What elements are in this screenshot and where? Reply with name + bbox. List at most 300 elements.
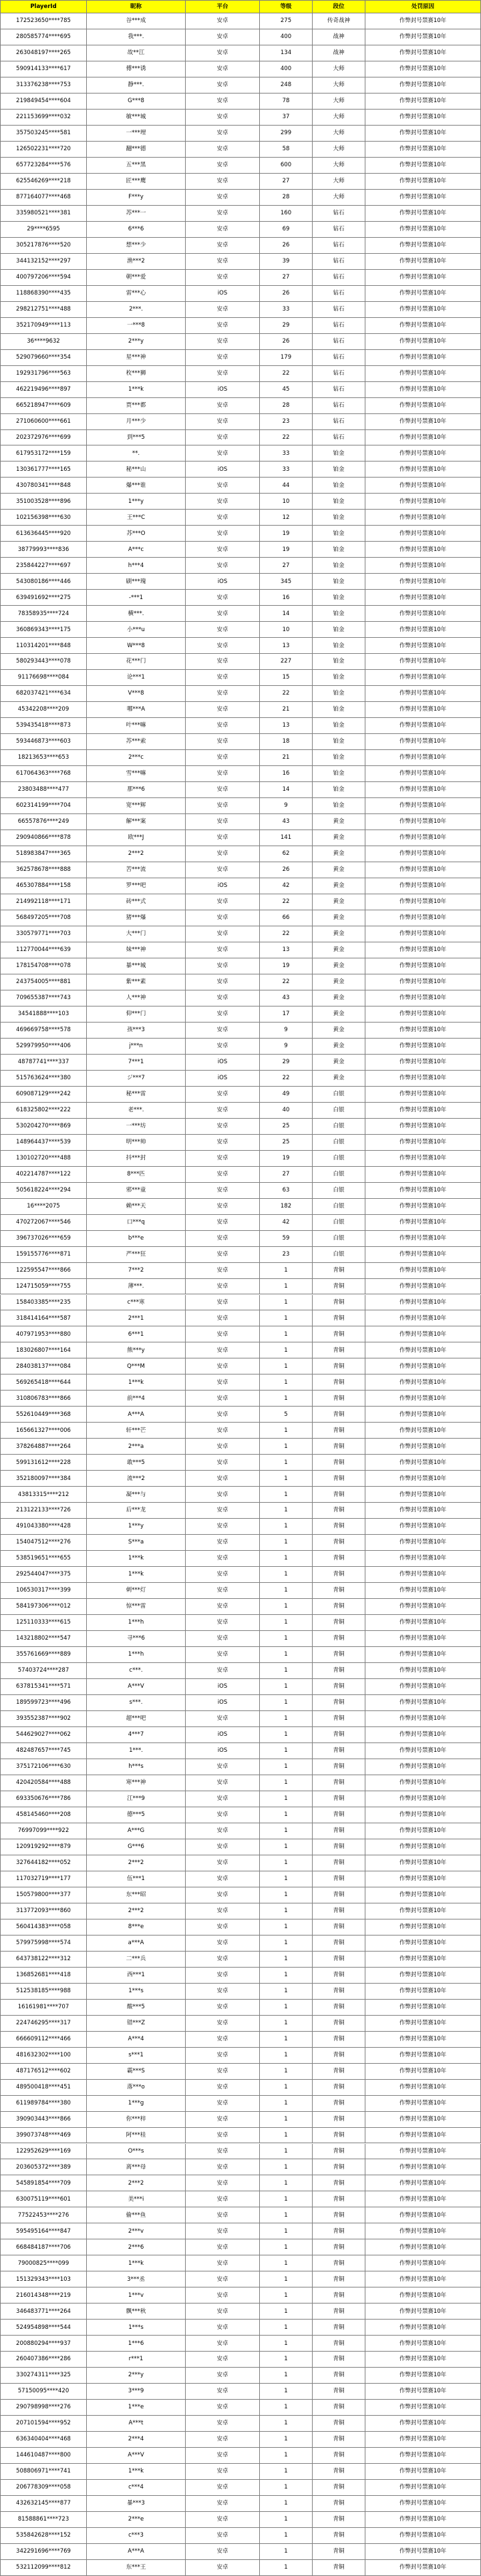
table-row bbox=[0, 1215, 481, 1231]
reason-cell: 作弊封号禁赛10年 bbox=[365, 1855, 481, 1871]
reason-cell: 作弊封号禁赛10年 bbox=[365, 558, 481, 574]
level-cell: 22 bbox=[260, 894, 313, 910]
nickname-cell: 苏***一 bbox=[87, 206, 186, 222]
nickname-cell: 1***k bbox=[87, 1374, 186, 1391]
table-row bbox=[0, 1952, 481, 1968]
table-row bbox=[0, 2159, 481, 2175]
level-cell: 1 bbox=[260, 1471, 313, 1487]
level-cell: 19 bbox=[260, 526, 313, 542]
platform-cell: 安卓 bbox=[186, 1583, 260, 1599]
platform-cell: 安卓 bbox=[186, 910, 260, 926]
level-cell: 1 bbox=[260, 1919, 313, 1936]
reason-cell: 作弊封号禁赛10年 bbox=[365, 1567, 481, 1583]
rank-cell: 大师 bbox=[313, 77, 365, 94]
player-id-cell: 298212751****488 bbox=[0, 302, 87, 318]
nickname-cell: c***3 bbox=[87, 2528, 186, 2544]
platform-cell: 安卓 bbox=[186, 494, 260, 510]
player-id-cell: 668484187****706 bbox=[0, 2239, 87, 2255]
rank-cell: 青铜 bbox=[313, 1727, 365, 1743]
rank-cell: 青铜 bbox=[313, 2144, 365, 2160]
platform-cell: 安卓 bbox=[186, 1342, 260, 1358]
player-id-cell: 636340404****468 bbox=[0, 2432, 87, 2448]
reason-cell: 作弊封号禁赛10年 bbox=[365, 2191, 481, 2207]
table-row bbox=[0, 1807, 481, 1823]
reason-cell: 作弊封号禁赛10年 bbox=[365, 45, 481, 61]
table-row bbox=[0, 126, 481, 142]
table-row bbox=[0, 1471, 481, 1487]
platform-cell: 安卓 bbox=[186, 718, 260, 734]
rank-cell: 青铜 bbox=[313, 2336, 365, 2352]
rank-cell: 青铜 bbox=[313, 2000, 365, 2016]
level-cell: 1 bbox=[260, 1711, 313, 1727]
table-row bbox=[0, 1887, 481, 1903]
reason-cell: 作弊封号禁赛10年 bbox=[365, 910, 481, 926]
rank-cell: 钻石 bbox=[313, 366, 365, 382]
level-cell: 23 bbox=[260, 1247, 313, 1263]
player-id-cell: 45342208****209 bbox=[0, 702, 87, 718]
rank-cell: 大师 bbox=[313, 158, 365, 174]
rank-cell: 青铜 bbox=[313, 1583, 365, 1599]
table-row bbox=[0, 782, 481, 798]
player-id-cell: 77522453****276 bbox=[0, 2207, 87, 2223]
rank-cell: 青铜 bbox=[313, 2400, 365, 2416]
platform-cell: iOS bbox=[186, 878, 260, 894]
table-header-row bbox=[0, 0, 481, 13]
nickname-cell: 8***e bbox=[87, 1919, 186, 1936]
rank-cell: 青铜 bbox=[313, 1439, 365, 1455]
player-id-cell: 126502231****720 bbox=[0, 142, 87, 158]
nickname-cell: 超***吧 bbox=[87, 1711, 186, 1727]
platform-cell: 安卓 bbox=[186, 1952, 260, 1968]
rank-cell: 青铜 bbox=[313, 2239, 365, 2255]
nickname-cell: 2***y bbox=[87, 2368, 186, 2384]
rank-cell: 青铜 bbox=[313, 1358, 365, 1374]
level-cell: 1 bbox=[260, 1807, 313, 1823]
table-row bbox=[0, 2432, 481, 2448]
table-row bbox=[0, 958, 481, 974]
platform-cell: 安卓 bbox=[186, 1519, 260, 1535]
table-row bbox=[0, 878, 481, 894]
level-cell: 62 bbox=[260, 846, 313, 862]
platform-cell: 安卓 bbox=[186, 1215, 260, 1231]
table-row bbox=[0, 638, 481, 654]
player-id-cell: 579975998****574 bbox=[0, 1936, 87, 1952]
table-row bbox=[0, 1791, 481, 1807]
reason-cell: 作弊封号禁赛10年 bbox=[365, 1055, 481, 1071]
rank-cell: 白银 bbox=[313, 1231, 365, 1247]
table-row bbox=[0, 2384, 481, 2400]
platform-cell: 安卓 bbox=[186, 1439, 260, 1455]
platform-cell: 安卓 bbox=[186, 190, 260, 206]
reason-cell: 作弊封号禁赛10年 bbox=[365, 1663, 481, 1679]
player-id-cell: 665218947****609 bbox=[0, 398, 87, 414]
nickname-cell: 哪***A bbox=[87, 702, 186, 718]
reason-cell: 作弊封号禁赛10年 bbox=[365, 1279, 481, 1295]
player-id-cell: 430780341****848 bbox=[0, 478, 87, 494]
player-id-cell: 390903443****866 bbox=[0, 2112, 87, 2128]
platform-cell: 安卓 bbox=[186, 1407, 260, 1423]
nickname-cell: 落***o bbox=[87, 2080, 186, 2096]
nickname-cell: 飘***秋 bbox=[87, 2304, 186, 2320]
nickname-cell: 一***8 bbox=[87, 318, 186, 334]
player-id-cell: 290940866****878 bbox=[0, 830, 87, 846]
platform-cell: 安卓 bbox=[186, 1039, 260, 1055]
player-id-cell: 518983847****365 bbox=[0, 846, 87, 862]
nickname-cell: 轩***芒 bbox=[87, 1423, 186, 1439]
platform-cell: 安卓 bbox=[186, 2287, 260, 2304]
rank-cell: 青铜 bbox=[313, 1471, 365, 1487]
table-row bbox=[0, 1871, 481, 1887]
table-row bbox=[0, 750, 481, 766]
level-cell: 14 bbox=[260, 782, 313, 798]
level-cell: 1 bbox=[260, 2096, 313, 2112]
platform-cell: 安卓 bbox=[186, 430, 260, 446]
level-cell: 43 bbox=[260, 990, 313, 1006]
rank-cell: 大师 bbox=[313, 126, 365, 142]
table-row bbox=[0, 1295, 481, 1311]
nickname-cell: 苏***O bbox=[87, 526, 186, 542]
reason-cell: 作弊封号禁赛10年 bbox=[365, 1199, 481, 1215]
rank-cell: 青铜 bbox=[313, 1839, 365, 1855]
level-cell: 19 bbox=[260, 958, 313, 974]
reason-cell: 作弊封号禁赛10年 bbox=[365, 1023, 481, 1039]
rank-cell: 青铜 bbox=[313, 1326, 365, 1342]
platform-cell: 安卓 bbox=[186, 2191, 260, 2207]
nickname-cell: 凝***与 bbox=[87, 1487, 186, 1503]
platform-cell: 安卓 bbox=[186, 686, 260, 702]
table-row bbox=[0, 238, 481, 254]
player-id-cell: 344132152****297 bbox=[0, 254, 87, 270]
player-id-cell: 420420584****488 bbox=[0, 1775, 87, 1791]
platform-cell: 安卓 bbox=[186, 238, 260, 254]
player-id-cell: 125110333****615 bbox=[0, 1615, 87, 1631]
level-cell: 160 bbox=[260, 206, 313, 222]
table-row bbox=[0, 2128, 481, 2144]
reason-cell: 作弊封号禁赛10年 bbox=[365, 1183, 481, 1199]
level-cell: 1 bbox=[260, 1823, 313, 1839]
table-row bbox=[0, 2496, 481, 2512]
reason-cell: 作弊封号禁赛10年 bbox=[365, 1151, 481, 1167]
player-id-cell: 136852681****418 bbox=[0, 1968, 87, 1984]
rank-cell: 钻石 bbox=[313, 350, 365, 366]
rank-cell: 青铜 bbox=[313, 2271, 365, 2287]
reason-cell: 作弊封号禁赛10年 bbox=[365, 1968, 481, 1984]
rank-cell: 青铜 bbox=[313, 2223, 365, 2239]
level-cell: 1 bbox=[260, 1695, 313, 1711]
player-id-cell: 263048197****265 bbox=[0, 45, 87, 61]
player-id-cell: 120919292****879 bbox=[0, 1839, 87, 1855]
level-cell: 69 bbox=[260, 222, 313, 238]
player-id-cell: 400797206****594 bbox=[0, 270, 87, 286]
platform-cell: 安卓 bbox=[186, 77, 260, 94]
table-row bbox=[0, 542, 481, 558]
level-cell: 27 bbox=[260, 270, 313, 286]
nickname-cell: 1***g bbox=[87, 2096, 186, 2112]
platform-cell: 安卓 bbox=[186, 2528, 260, 2544]
reason-cell: 作弊封号禁赛10年 bbox=[365, 126, 481, 142]
nickname-cell: 人***神 bbox=[87, 990, 186, 1006]
player-id-cell: 112770044****639 bbox=[0, 942, 87, 958]
table-row bbox=[0, 174, 481, 190]
player-id-cell: 144610487****800 bbox=[0, 2448, 87, 2464]
reason-cell: 作弊封号禁赛10年 bbox=[365, 2175, 481, 2191]
level-cell: 1 bbox=[260, 2368, 313, 2384]
table-row bbox=[0, 1135, 481, 1151]
rank-cell: 青铜 bbox=[313, 1535, 365, 1551]
table-row bbox=[0, 702, 481, 718]
level-cell: 1 bbox=[260, 1310, 313, 1326]
reason-cell: 作弊封号禁赛10年 bbox=[365, 1679, 481, 1695]
player-id-cell: 399073748****469 bbox=[0, 2128, 87, 2144]
rank-cell: 黄金 bbox=[313, 958, 365, 974]
nickname-cell: 老***. bbox=[87, 1103, 186, 1119]
nickname-cell: 到***5 bbox=[87, 430, 186, 446]
reason-cell: 作弊封号禁赛10年 bbox=[365, 1310, 481, 1326]
reason-cell: 作弊封号禁赛10年 bbox=[365, 718, 481, 734]
rank-cell: 铂金 bbox=[313, 510, 365, 526]
reason-cell: 作弊封号禁赛10年 bbox=[365, 2048, 481, 2064]
platform-cell: 安卓 bbox=[186, 174, 260, 190]
nickname-cell: 口***q bbox=[87, 1215, 186, 1231]
table-row bbox=[0, 830, 481, 846]
rank-cell: 大师 bbox=[313, 190, 365, 206]
table-row bbox=[0, 590, 481, 606]
table-row bbox=[0, 574, 481, 590]
rank-cell: 青铜 bbox=[313, 1342, 365, 1358]
table-row bbox=[0, 382, 481, 398]
rank-cell: 钻石 bbox=[313, 254, 365, 270]
player-id-cell: 235844227****697 bbox=[0, 558, 87, 574]
rank-cell: 青铜 bbox=[313, 2032, 365, 2048]
rank-cell: 青铜 bbox=[313, 1279, 365, 1295]
level-cell: 29 bbox=[260, 1055, 313, 1071]
nickname-cell: 那***6 bbox=[87, 782, 186, 798]
player-id-cell: 38779993****836 bbox=[0, 542, 87, 558]
nickname-cell: 1***e bbox=[87, 2400, 186, 2416]
platform-cell: 安卓 bbox=[186, 814, 260, 830]
level-cell: 1 bbox=[260, 1936, 313, 1952]
reason-cell: 作弊封号禁赛10年 bbox=[365, 2432, 481, 2448]
rank-cell: 黄金 bbox=[313, 1071, 365, 1087]
table-row bbox=[0, 1006, 481, 1023]
reason-cell: 作弊封号禁赛10年 bbox=[365, 1807, 481, 1823]
reason-cell: 作弊封号禁赛10年 bbox=[365, 302, 481, 318]
player-id-cell: 165661327****006 bbox=[0, 1423, 87, 1439]
level-cell: 1 bbox=[260, 1775, 313, 1791]
reason-cell: 作弊封号禁赛10年 bbox=[365, 574, 481, 590]
rank-cell: 青铜 bbox=[313, 1374, 365, 1391]
nickname-cell: 渔***2 bbox=[87, 254, 186, 270]
level-cell: 1 bbox=[260, 2255, 313, 2271]
table-row bbox=[0, 1631, 481, 1647]
level-cell: 134 bbox=[260, 45, 313, 61]
rank-cell: 白银 bbox=[313, 1103, 365, 1119]
reason-cell: 作弊封号禁赛10年 bbox=[365, 142, 481, 158]
level-cell: 1 bbox=[260, 2112, 313, 2128]
table-row bbox=[0, 1823, 481, 1839]
platform-cell: 安卓 bbox=[186, 1615, 260, 1631]
platform-cell: 安卓 bbox=[186, 1823, 260, 1839]
table-row bbox=[0, 254, 481, 270]
reason-cell: 作弊封号禁赛10年 bbox=[365, 2112, 481, 2128]
header-rank: 段位 bbox=[313, 0, 365, 13]
nickname-cell: b***e bbox=[87, 1231, 186, 1247]
table-row bbox=[0, 2304, 481, 2320]
player-id-cell: 81588861****723 bbox=[0, 2512, 87, 2528]
nickname-cell: 薄***. bbox=[87, 1279, 186, 1295]
nickname-cell: 王***C bbox=[87, 510, 186, 526]
table-row bbox=[0, 318, 481, 334]
reason-cell: 作弊封号禁赛10年 bbox=[365, 1391, 481, 1407]
player-id-cell: 613636445****920 bbox=[0, 526, 87, 542]
reason-cell: 作弊封号禁赛10年 bbox=[365, 830, 481, 846]
reason-cell: 作弊封号禁赛10年 bbox=[365, 1487, 481, 1503]
rank-cell: 铂金 bbox=[313, 686, 365, 702]
reason-cell: 作弊封号禁赛10年 bbox=[365, 1167, 481, 1183]
level-cell: 23 bbox=[260, 414, 313, 430]
player-id-cell: 159155776****871 bbox=[0, 1247, 87, 1263]
platform-cell: 安卓 bbox=[186, 1487, 260, 1503]
platform-cell: 安卓 bbox=[186, 1887, 260, 1903]
reason-cell: 作弊封号禁赛10年 bbox=[365, 974, 481, 990]
player-id-cell: 122595547****866 bbox=[0, 1263, 87, 1279]
table-row bbox=[0, 1567, 481, 1583]
rank-cell: 钻石 bbox=[313, 238, 365, 254]
platform-cell: 安卓 bbox=[186, 1551, 260, 1567]
nickname-cell: 2***a bbox=[87, 1439, 186, 1455]
reason-cell: 作弊封号禁赛10年 bbox=[365, 1039, 481, 1055]
player-id-cell: 66557876****249 bbox=[0, 814, 87, 830]
reason-cell: 作弊封号禁赛10年 bbox=[365, 2271, 481, 2287]
reason-cell: 作弊封号禁赛10年 bbox=[365, 1727, 481, 1743]
nickname-cell: 故**江 bbox=[87, 45, 186, 61]
level-cell: 22 bbox=[260, 366, 313, 382]
reason-cell: 作弊封号禁赛10年 bbox=[365, 942, 481, 958]
level-cell: 10 bbox=[260, 622, 313, 638]
rank-cell: 青铜 bbox=[313, 1423, 365, 1439]
player-id-cell: 625546269****218 bbox=[0, 174, 87, 190]
platform-cell: 安卓 bbox=[186, 270, 260, 286]
player-id-cell: 151329343****103 bbox=[0, 2271, 87, 2287]
table-row bbox=[0, 2528, 481, 2544]
player-id-cell: 243754005****881 bbox=[0, 974, 87, 990]
table-row bbox=[0, 718, 481, 734]
rank-cell: 青铜 bbox=[313, 1455, 365, 1471]
player-id-cell: 124715059****755 bbox=[0, 1279, 87, 1295]
nickname-cell: 惊***雷 bbox=[87, 1599, 186, 1615]
player-id-cell: 482487657****745 bbox=[0, 1743, 87, 1759]
platform-cell: 安卓 bbox=[186, 1711, 260, 1727]
level-cell: 13 bbox=[260, 942, 313, 958]
level-cell: 275 bbox=[260, 13, 313, 29]
table-row bbox=[0, 1695, 481, 1711]
table-row bbox=[0, 2416, 481, 2432]
platform-cell: iOS bbox=[186, 1679, 260, 1695]
reason-cell: 作弊封号禁赛10年 bbox=[365, 2144, 481, 2160]
rank-cell: 青铜 bbox=[313, 1663, 365, 1679]
reason-cell: 作弊封号禁赛10年 bbox=[365, 1103, 481, 1119]
reason-cell: 作弊封号禁赛10年 bbox=[365, 1119, 481, 1135]
nickname-cell: 明***帅 bbox=[87, 1135, 186, 1151]
table-row bbox=[0, 61, 481, 77]
level-cell: 17 bbox=[260, 1006, 313, 1023]
rank-cell: 青铜 bbox=[313, 2048, 365, 2064]
reason-cell: 作弊封号禁赛10年 bbox=[365, 334, 481, 350]
platform-cell: iOS bbox=[186, 382, 260, 398]
rank-cell: 钻石 bbox=[313, 382, 365, 398]
level-cell: 1 bbox=[260, 2304, 313, 2320]
reason-cell: 作弊封号禁赛10年 bbox=[365, 1759, 481, 1775]
rank-cell: 青铜 bbox=[313, 1984, 365, 2000]
level-cell: 21 bbox=[260, 702, 313, 718]
platform-cell: 安卓 bbox=[186, 702, 260, 718]
platform-cell: 安卓 bbox=[186, 2416, 260, 2432]
reason-cell: 作弊封号禁赛10年 bbox=[365, 766, 481, 782]
platform-cell: 安卓 bbox=[186, 1759, 260, 1775]
table-row bbox=[0, 1199, 481, 1215]
level-cell: 10 bbox=[260, 494, 313, 510]
reason-cell: 作弊封号禁赛10年 bbox=[365, 238, 481, 254]
platform-cell: 安卓 bbox=[186, 1006, 260, 1023]
reason-cell: 作弊封号禁赛10年 bbox=[365, 1583, 481, 1599]
platform-cell: 安卓 bbox=[186, 45, 260, 61]
rank-cell: 青铜 bbox=[313, 1887, 365, 1903]
platform-cell: 安卓 bbox=[186, 798, 260, 814]
nickname-cell: 寻***6 bbox=[87, 1631, 186, 1647]
player-id-cell: 630075119****601 bbox=[0, 2191, 87, 2207]
nickname-cell: 1***y bbox=[87, 494, 186, 510]
player-id-cell: 532112099****812 bbox=[0, 2560, 87, 2576]
table-row bbox=[0, 2080, 481, 2096]
rank-cell: 青铜 bbox=[313, 2560, 365, 2576]
reason-cell: 作弊封号禁赛10年 bbox=[365, 110, 481, 126]
reason-cell: 作弊封号禁赛10年 bbox=[365, 1871, 481, 1887]
rank-cell: 青铜 bbox=[313, 1679, 365, 1695]
level-cell: 26 bbox=[260, 862, 313, 878]
player-id-cell: 393552387****902 bbox=[0, 1711, 87, 1727]
nickname-cell: 你***梓 bbox=[87, 2112, 186, 2128]
reason-cell: 作弊封号禁赛10年 bbox=[365, 1519, 481, 1535]
player-id-cell: 657723284****576 bbox=[0, 158, 87, 174]
nickname-cell: 2***. bbox=[87, 302, 186, 318]
player-id-cell: 203605372****389 bbox=[0, 2159, 87, 2175]
player-id-cell: 346483771****264 bbox=[0, 2304, 87, 2320]
level-cell: 1 bbox=[260, 1391, 313, 1407]
table-row bbox=[0, 1743, 481, 1759]
player-id-cell: 590914133****617 bbox=[0, 61, 87, 77]
reason-cell: 作弊封号禁赛10年 bbox=[365, 2416, 481, 2432]
platform-cell: 安卓 bbox=[186, 1903, 260, 1919]
platform-cell: 安卓 bbox=[186, 350, 260, 366]
table-row bbox=[0, 1775, 481, 1791]
reason-cell: 作弊封号禁赛10年 bbox=[365, 734, 481, 750]
rank-cell: 青铜 bbox=[313, 1807, 365, 1823]
reason-cell: 作弊封号禁赛10年 bbox=[365, 2128, 481, 2144]
level-cell: 1 bbox=[260, 2128, 313, 2144]
rank-cell: 黄金 bbox=[313, 974, 365, 990]
nickname-cell: 谷***成 bbox=[87, 13, 186, 29]
level-cell: 1 bbox=[260, 2416, 313, 2432]
nickname-cell: 刷***瑰 bbox=[87, 574, 186, 590]
reason-cell: 作弊封号禁赛10年 bbox=[365, 1631, 481, 1647]
table-row bbox=[0, 2112, 481, 2128]
nickname-cell: 傅***诱 bbox=[87, 61, 186, 77]
nickname-cell: V***8 bbox=[87, 686, 186, 702]
table-row bbox=[0, 1711, 481, 1727]
reason-cell: 作弊封号禁赛10年 bbox=[365, 222, 481, 238]
table-row bbox=[0, 942, 481, 958]
nickname-cell: 邪***童 bbox=[87, 1183, 186, 1199]
